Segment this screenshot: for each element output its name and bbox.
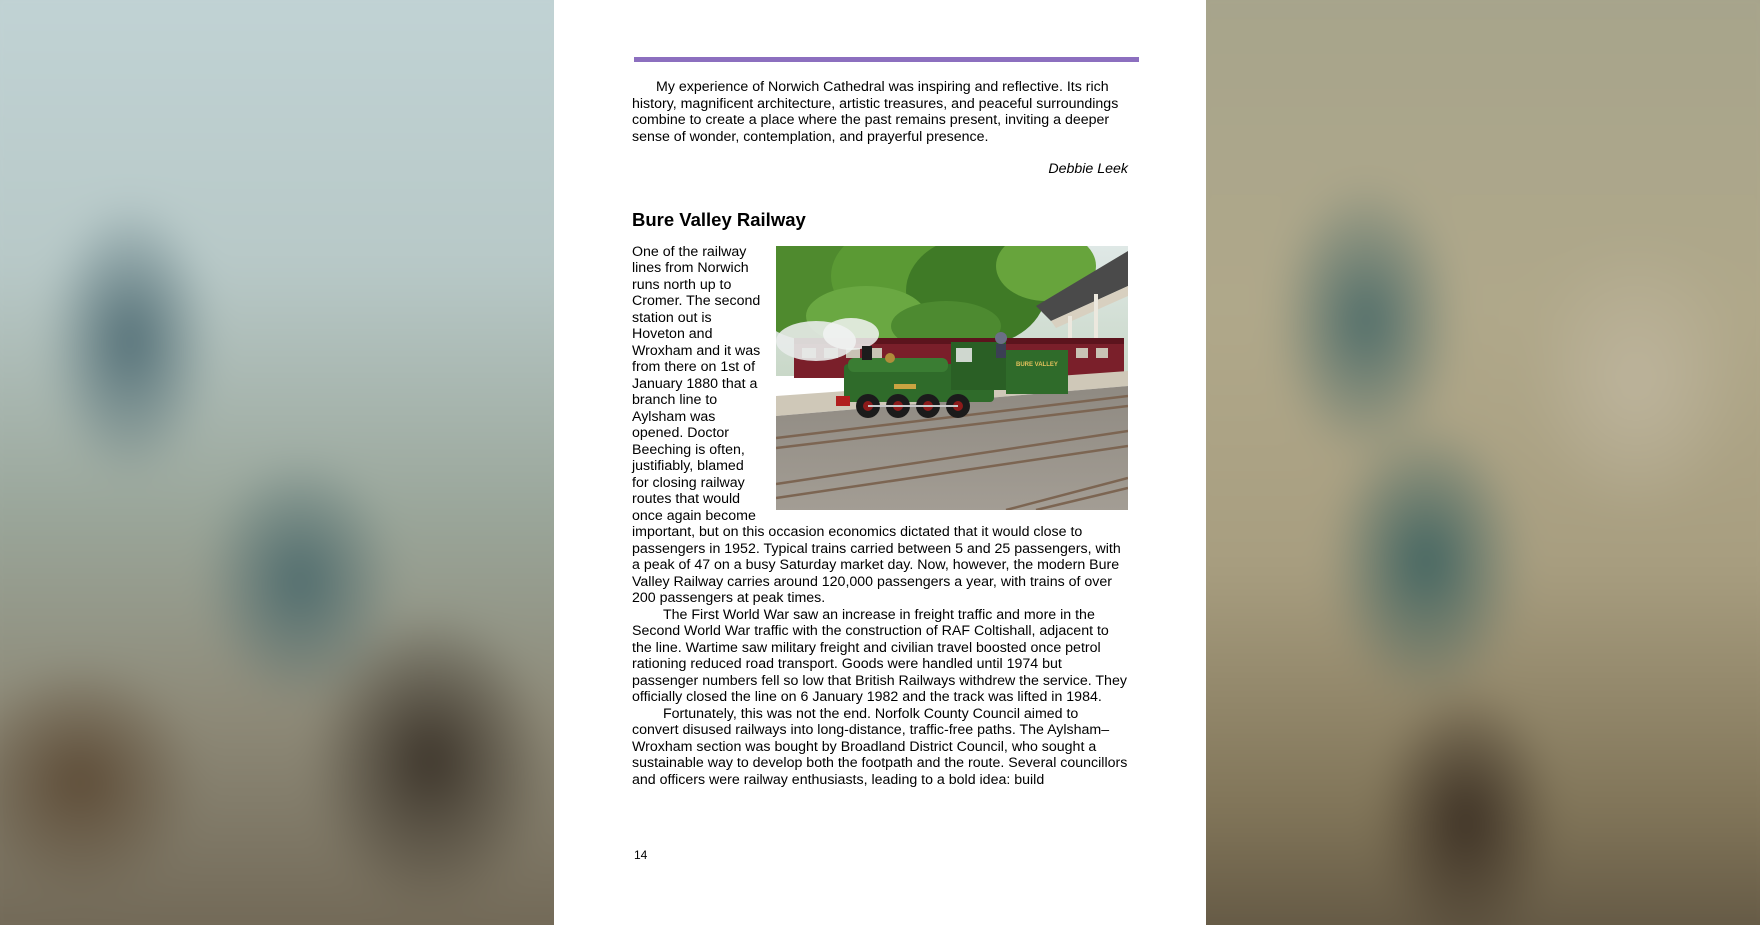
page-content — [632, 79, 1128, 788]
article-paragraph-2: The First World War saw an increase in freight traffic and more in the Second World War traffic with the construction of RAF Coltishall, adjacent to the line. Wartime saw military freight and civilian travel boosted once petrol rationing reduced road transport. Goods were handled until 1974 but passenger numbers fell so low that British Railways withdrew the service. They officially closed the line on 6 January 1982 and the track was lifted in 1984. — [632, 606, 1127, 705]
article-paragraph-1: One of the railway lines from Norwich runs north up to Cromer. The second station out is Hoveton and Wroxham and it was from there on 1st of January 1880 that a branch line to Aylsham was opened. Doctor Beeching is often, justifiably, blamed for closing railway routes that would once again become important, but on this occasion economics dictated that it would close to passengers in 1952. Typical trains carried between 5 and 25 passengers, with a peak of 47 on a busy Saturday market day. Now, however, the modern Bure Valley Railway carries around 120,000 passengers a year, with trains of over 200 passengers at peak times. — [632, 243, 1121, 606]
reflection-paragraph: My experience of Norwich Cathedral was inspiring and reflective. Its rich history, magnificent architecture, artistic treasures, and peaceful surroundings combine to create a place where the past remains present, inviting a deeper sense of wonder, contemplation, and prayerful presence. — [632, 79, 1119, 145]
reflection-author: Debbie Leek — [1048, 161, 1128, 177]
document-page — [554, 0, 1206, 925]
article-paragraph-3: Fortunately, this was not the end. Norfolk County Council aimed to convert disused railways into long-distance, traffic-free paths. The Aylsham–Wroxham section was bought by Broadland District Council, who sought a sustainable way to develop both the footpath and the route. Several councillors and officers were railway enthusiasts, leading to a bold idea: build — [632, 705, 1128, 788]
locomotive-nameplate: BURE VALLEY — [1016, 361, 1058, 368]
blurred-background-right — [1206, 0, 1760, 925]
header-rule — [634, 57, 1139, 62]
page-number: 14 — [634, 848, 648, 862]
railway-photo — [776, 246, 1128, 510]
article-title: Bure Valley Railway — [632, 208, 806, 230]
blurred-background-left — [0, 0, 554, 925]
